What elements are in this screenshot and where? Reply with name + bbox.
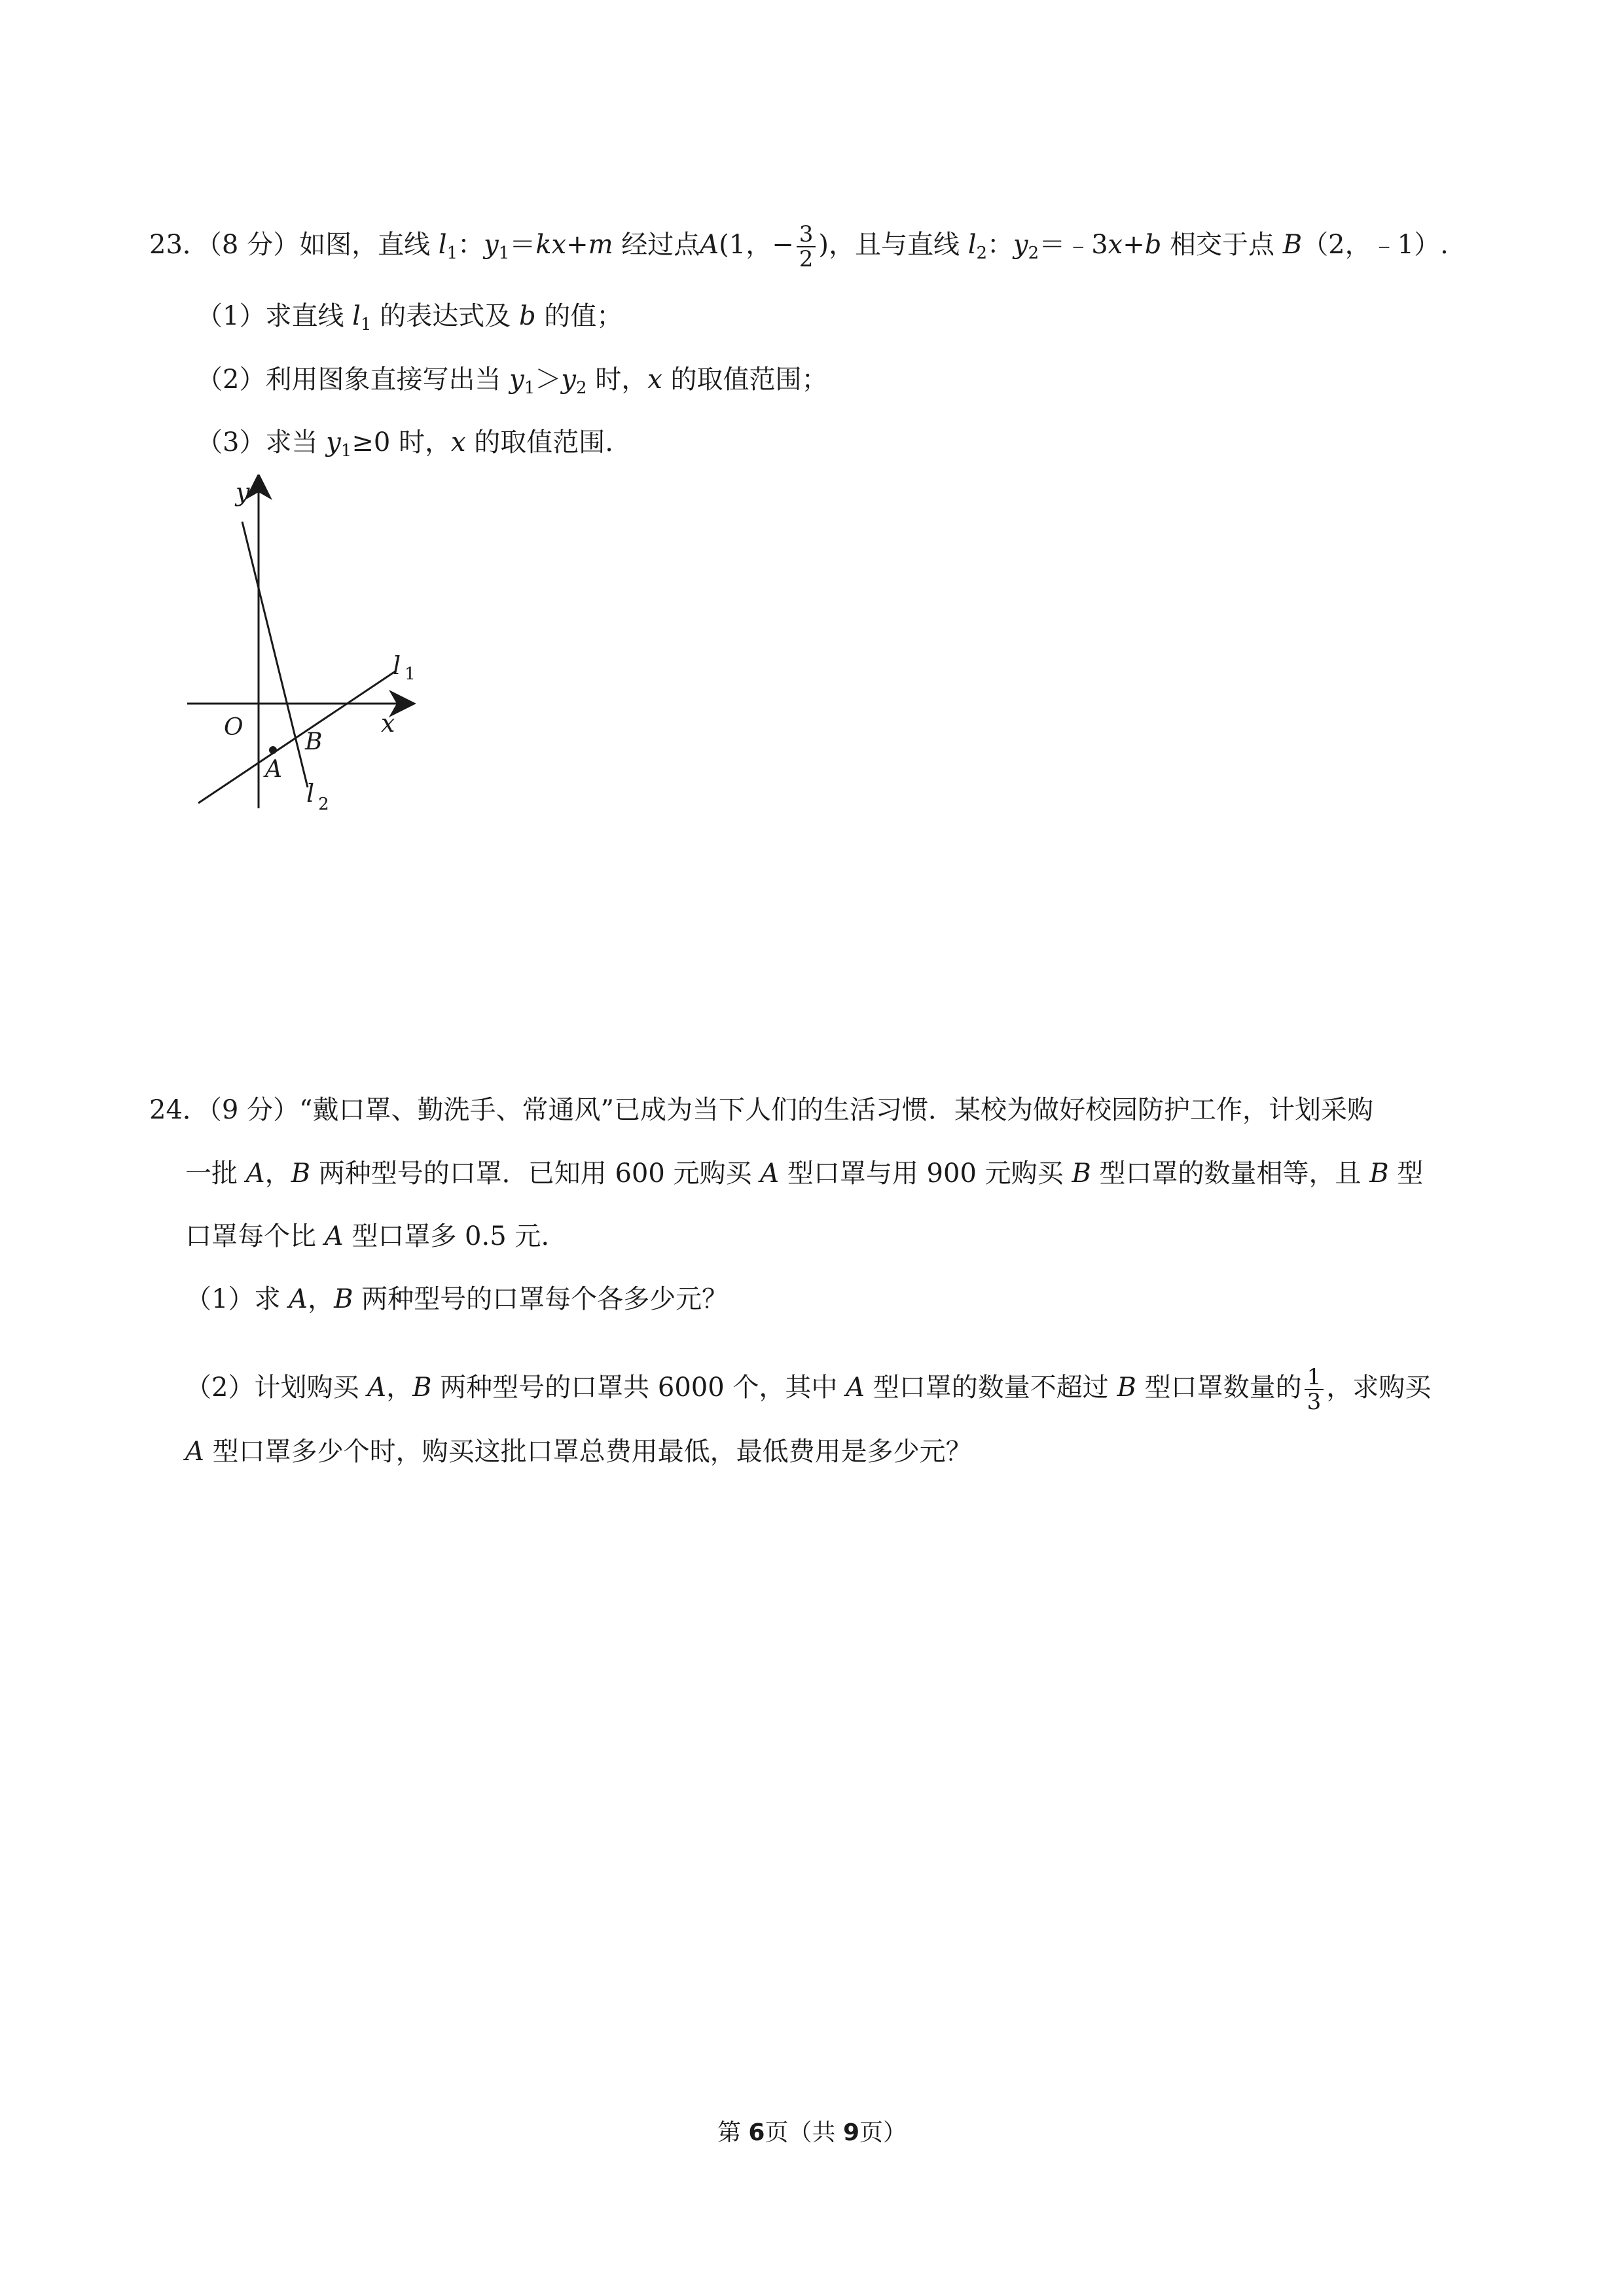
- x-axis-label: x: [381, 709, 395, 738]
- q24-line3: 口罩每个比 A 型口罩多 0.5 元.: [185, 1221, 550, 1251]
- y-axis-label: y: [236, 478, 250, 507]
- q23-sub3: （3）求当 $y_1\ge 0$ 时，x 的取值范围.: [196, 427, 614, 461]
- current-page-number: 6: [748, 2119, 765, 2146]
- q24-sub2-cont: A 型口罩多少个时，购买这批口罩总费用最低，最低费用是多少元？: [185, 1437, 972, 1467]
- origin-label: O: [224, 714, 244, 741]
- l1-label: l $_1$: [393, 651, 416, 684]
- coordinate-figure: [177, 475, 452, 828]
- q24-line1: 24．（9 分）“戴口罩、勤洗手、常通风”已成为当下人们的生活习惯．某校为做好校园防护工作，计划采购: [149, 1095, 1373, 1125]
- point-b-label: B: [305, 728, 323, 755]
- q24-sub2: （2）计划购买 A，B 两种型号的口罩共 6000 个，其中 A 型口罩的数量不超过 B 型口罩数量的 $\frac{1}{3}$ ，求购买: [185, 1364, 1432, 1415]
- q23-sub2: （2）利用图象直接写出当 $y_1>y_2$ 时，x 的取值范围；: [196, 365, 828, 398]
- q24-line2: 一批 A，B 两种型号的口罩．已知用 600 元购买 A 型口罩与用 900 元购买 B 型口罩的数量相等，且 B 型: [185, 1158, 1424, 1189]
- q23-stem: 23．（8 分）如图，直线 $l_1$：$y_1=kx+m$ 经过点A(1，− $\frac{3}{2}$ )，且与直线 $l_2$：$y_2=﹣3x+b$ 相交于点 B（2，﹣1）.: [149, 221, 1449, 272]
- l2-label: l $_2$: [306, 779, 329, 814]
- q23-sub1: （1）求直线 $l_1$ 的表达式及 b 的值；: [196, 301, 623, 334]
- page-footer: 第 6页（共 9页）: [717, 2119, 907, 2146]
- total-page-number: 9: [842, 2119, 859, 2146]
- point-a-label: A: [265, 756, 282, 783]
- q24-sub1: （1）求 A，B 两种型号的口罩每个各多少元？: [185, 1284, 729, 1314]
- point-a-dot: [269, 746, 277, 754]
- fraction-one-third: $\frac{1}{3}$: [1305, 1365, 1324, 1414]
- fraction-three-halves: $\frac{3}{2}$: [797, 223, 816, 271]
